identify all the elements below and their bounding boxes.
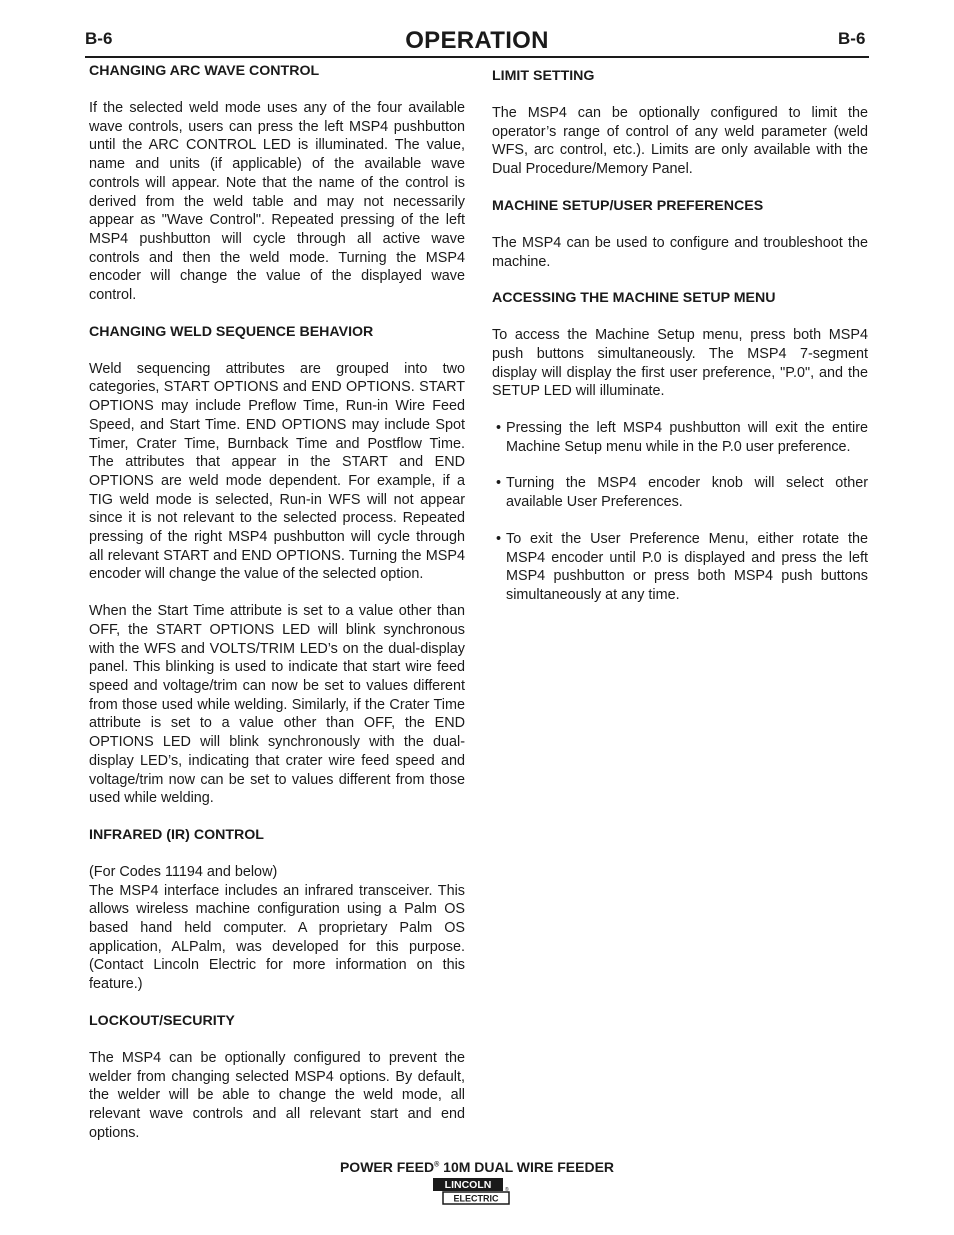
paragraph-machine-setup: The MSP4 can be used to configure and troubleshoot the machine. [492,234,868,270]
registered-mark: ® [434,1161,440,1169]
list-item [492,474,868,511]
list-item [492,530,868,605]
list-item-text: Pressing the left MSP4 pushbutton will exit the entire Machine Setup menu while in the P.0 user preference. [506,420,868,455]
section-heading-weld-sequence: CHANGING WELD SEQUENCE BEHAVIOR [89,323,374,340]
section-heading-lockout: LOCKOUT/SECURITY [89,1012,235,1029]
paragraph-infrared: The MSP4 interface includes an infrared transceiver. This allows wireless machine configuration using a Palm OS based hand held computer. A proprietary Palm OS application, ALPalm, was developed for this purpose. (Contact Lincoln Electric for more information on this feature.) [89,882,465,993]
paragraph-arc-wave: If the selected weld mode uses any of the four available wave controls, users can press the left MSP4 pushbutton until the ARC CONTROL LED is illuminated. The value, name and units (if applicable) of the available wave controls will appear. Note that the name of the control is derived from the weld table and may not necessarily appear as "Wave Control". Repeated pressing of the left MSP4 pushbutton will cycle through all active wave controls and then the weld mode. Turning the MSP4 encoder will change the value of the displayed wave control. [89,100,465,304]
section-heading-infrared: INFRARED (IR) CONTROL [89,826,264,843]
paragraph-limit-setting: The MSP4 can be optionally configured to limit the operator’s range of control of any weld parameter (weld WFS, arc control, etc.). Limits are only available with the Dual Procedure/Memory Panel. [492,105,868,178]
product-name-part1: POWER FEED [339,1159,435,1175]
header-rule [85,56,869,58]
page-code-right: B-6 [838,29,866,48]
section-heading-limit-setting: LIMIT SETTING [492,68,595,84]
bullet-icon: • [496,420,502,437]
bullet-icon: • [496,475,502,492]
lincoln-electric-logo [432,1177,512,1205]
list-item-text: To exit the User Preference Menu, either rotate the MSP4 encoder until P.0 is displayed and press the left MSP4 pushbutton or press both MSP4 push buttons simultaneously at any time. [506,530,868,603]
section-heading-machine-setup: MACHINE SETUP/USER PREFERENCES [492,197,764,214]
section-heading-accessing-setup: ACCESSING THE MACHINE SETUP MENU [492,290,776,307]
paragraph-accessing-setup: To access the Machine Setup menu, press both MSP4 push buttons simultaneously. The MSP4 7-segment display will display the first user preference, "P.0", and the SETUP LED will illuminate. [492,327,868,400]
section-heading-arc-wave: CHANGING ARC WAVE CONTROL [89,63,320,79]
product-name-part2: 10M DUAL WIRE FEEDER [439,1159,615,1175]
logo-top-text: LINCOLN [444,1179,492,1191]
paragraph-weld-sequence: Weld sequencing attributes are grouped into two categories, START OPTIONS and END OPTIONS. START OPTIONS may include Preflow Time, Run-in Wire Feed Speed, and Start Time. END OPTIONS may include Spot Timer, Crater Time, Burnback Time and Postflow Time. The attributes that appear in the START and END OPTIONS are weld mode dependent. For example, if a TIG weld mode is selected, Run-in WFS will not appear since it is not relevant to the selected process. Repeated pressing of the right MSP4 pushbutton will cycle through all relevant START and END OPTIONS. Turning the MSP4 encoder will change the value of the selected option. [89,360,465,583]
bullet-icon: • [496,530,502,547]
footer-product-name [0,1159,954,1175]
logo-registered-mark: ® [505,1187,509,1193]
list-item-text: Turning the MSP4 encoder knob will select other available User Preferences. [506,475,868,511]
left-column [89,62,465,1142]
paragraph-start-time: When the Start Time attribute is set to a value other than OFF, the START OPTIONS LED will blink synchronous with the WFS and VOLTS/TRIM LED’s on the dual-display panel. This blinking is used to indicate that start wire feed speed and voltage/trim can now be set to values different from those used while welding. Similarly, if the Crater Time attribute is set to a value other than OFF, the END OPTIONS LED will blink synchronously with the dual-display LED’s, indicating that crater wire feed speed and voltage/trim now can be set to values different from those used while welding. [89,603,465,807]
list-item [492,419,868,456]
paragraph-infrared-note: (For Codes 11194 and below) [89,863,278,880]
page-code-left: B-6 [85,29,113,48]
right-column [492,67,868,605]
page-title: OPERATION [405,27,549,54]
paragraph-lockout: The MSP4 can be optionally configured to prevent the welder from changing selected MSP4 options. By default, the welder will be able to change the weld mode, all relevant wave controls and all relevant start and end options. [89,1049,465,1141]
logo-bottom-text: ELECTRIC [453,1193,499,1204]
